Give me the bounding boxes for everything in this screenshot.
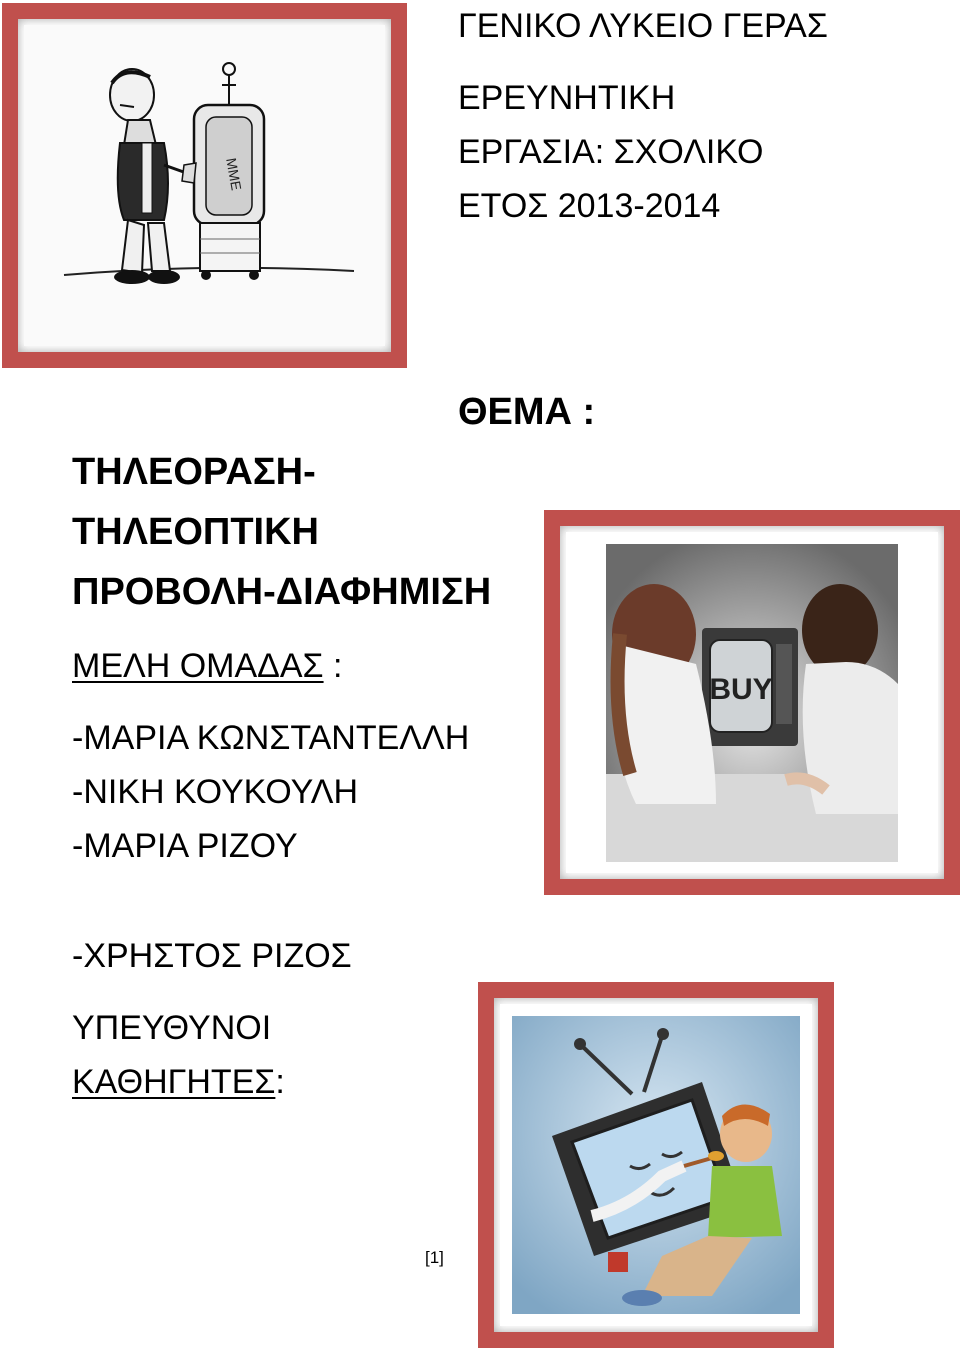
- children-tv-image: [606, 544, 898, 862]
- topic-title-line3: ΠΡΟΒΟΛΗ-ΔΙΑΦΗΜΙΣΗ: [72, 571, 492, 613]
- project-type-line2: ΕΡΓΑΣΙΑ: ΣΧΟΛΙΚΟ: [458, 133, 764, 171]
- member-3: -ΜΑΡΙΑ ΡΙΖΟΥ: [72, 827, 298, 865]
- members-heading: [72, 646, 342, 686]
- teachers-label-text: ΚΑΘΗΓΗΤΕΣ: [72, 1063, 276, 1101]
- teachers-label-colon: :: [275, 1063, 285, 1101]
- tv-box-label: ΜΜΕ: [223, 156, 245, 192]
- tv-feeding-boy-image: [512, 1016, 800, 1314]
- children-tv-frame: [544, 510, 960, 895]
- teacher-name: -ΧΡΗΣΤΟΣ ΡΙΖΟΣ: [72, 937, 352, 975]
- member-2: -ΝΙΚΗ ΚΟΥΚΟΥΛΗ: [72, 773, 359, 811]
- teachers-label-line1: ΥΠΕΥΘΥΝΟΙ: [72, 1009, 272, 1047]
- tv-screen-text: BUY: [709, 673, 773, 706]
- members-heading-colon: :: [323, 647, 343, 685]
- cartoon-man-tv-image: [24, 25, 385, 346]
- school-year: ΕΤΟΣ 2013-2014: [458, 187, 721, 225]
- tv-feeding-boy-frame: [478, 982, 834, 1348]
- cartoon-man-tv-frame: [2, 3, 407, 368]
- members-heading-text: ΜΕΛΗ ΟΜΑΔΑΣ: [72, 647, 324, 685]
- school-name: ΓΕΝΙΚΟ ΛΥΚΕΙΟ ΓΕΡΑΣ: [458, 7, 828, 45]
- topic-title-line1: ΤΗΛΕΟΡΑΣΗ-: [72, 451, 316, 493]
- topic-title-line2: ΤΗΛΕΟΠΤΙΚΗ: [72, 511, 319, 553]
- project-type-line1: ΕΡΕΥΝΗΤΙΚΗ: [458, 79, 676, 117]
- topic-label: ΘΕΜΑ :: [458, 391, 596, 433]
- page-number: [1]: [425, 1248, 444, 1267]
- member-1: -ΜΑΡΙΑ ΚΩΝΣΤΑΝΤΕΛΛΗ: [72, 719, 470, 757]
- teachers-label-line2: [72, 1062, 285, 1102]
